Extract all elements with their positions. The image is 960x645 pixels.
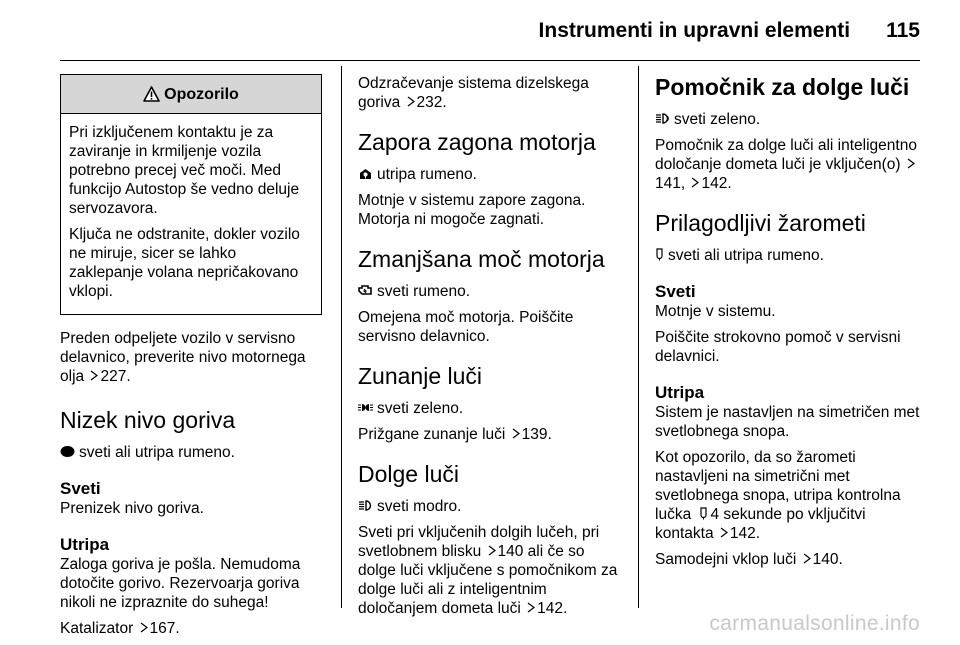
subheading: Utripa xyxy=(60,535,110,554)
section-heading: Zapora zagona motorja xyxy=(358,129,596,155)
page-header xyxy=(60,18,920,44)
page-reference-arrow-icon xyxy=(407,96,415,107)
paragraph: Pomočnik za dolge luči ali inteligentno določanje dometa luči je vključen(o) 141, 142. xyxy=(655,137,917,192)
warning-header xyxy=(61,75,321,114)
subheading: Utripa xyxy=(655,383,705,402)
paragraph: Sveti pri vključenih dolgih lučeh, pri svetlobnem blisku 140 ali če so dolge luči vključene s pomočnikom za dolge luči ali z inteligentnim določanjem dometa luči 142. xyxy=(358,524,618,617)
page-number: 115 xyxy=(886,19,920,42)
indicator-status: sveti ali utripa rumeno. xyxy=(60,443,322,462)
section-heading: Nizek nivo goriva xyxy=(60,407,236,433)
paragraph: Samodejni vklop luči 140. xyxy=(655,551,843,568)
header-rule xyxy=(60,60,920,61)
header-title: Instrumenti in upravni elementi xyxy=(538,19,851,42)
subheading: Sveti xyxy=(655,282,696,301)
page-reference[interactable]: 142. xyxy=(729,525,761,542)
indicator-status: sveti rumeno. xyxy=(358,282,626,301)
page-reference[interactable]: 167. xyxy=(149,620,180,637)
column-1 xyxy=(60,74,322,645)
paragraph: Prenizek nivo goriva. xyxy=(60,500,204,517)
subheading: Sveti xyxy=(60,479,101,498)
warning-text: Ključa ne odstranite, dokler vozilo ne miruje, sicer se lahko zaklepanje volana nepričakovano vklopi. xyxy=(69,226,300,300)
page-reference-arrow-icon xyxy=(691,177,699,188)
page-reference-arrow-icon xyxy=(527,602,535,613)
section-heading: Zunanje luči xyxy=(358,363,483,389)
page-reference[interactable]: 142. xyxy=(701,175,732,192)
page-reference[interactable]: 227. xyxy=(100,368,131,385)
fuel-drop-icon xyxy=(60,445,75,458)
paragraph: Sistem je nastavljen na simetričen met svetlobnega snopa. xyxy=(655,404,920,440)
indicator-status: sveti zeleno. xyxy=(358,399,626,418)
warning-body xyxy=(61,114,321,314)
section-heading: Pomočnik za dolge luči xyxy=(655,74,910,100)
warning-triangle-icon xyxy=(143,86,160,102)
indicator-status: utripa rumeno. xyxy=(358,165,626,184)
page-reference-arrow-icon xyxy=(512,428,520,439)
page-reference[interactable]: 141, xyxy=(655,175,686,192)
immobiliser-key-icon xyxy=(358,167,373,180)
page-reference-arrow-icon xyxy=(907,158,915,169)
section-heading: Prilagodljivi žarometi xyxy=(655,210,866,236)
engine-power-icon xyxy=(358,284,373,297)
paragraph: Katalizator 167. xyxy=(60,620,180,637)
column-3 xyxy=(655,74,925,576)
page-reference[interactable]: 142. xyxy=(537,600,568,617)
page-reference[interactable]: 140. xyxy=(812,551,843,568)
paragraph: Prižgane zunanje luči 139. xyxy=(358,426,552,443)
section-heading: Zmanjšana moč motorja xyxy=(358,246,605,272)
warning-box xyxy=(60,74,322,315)
section-heading: Dolge luči xyxy=(358,461,459,487)
page-reference[interactable]: 232. xyxy=(416,94,447,111)
indicator-status: sveti modro. xyxy=(358,497,626,516)
paragraph: Motnje v sistemu zapore zagona. Motorja ni mogoče zagnati. xyxy=(358,192,586,228)
column-divider xyxy=(638,66,639,608)
watermark: carmanualsonline.info xyxy=(709,612,920,635)
paragraph: Poiščite strokovno pomoč v servisni delavnici. xyxy=(655,329,901,365)
page-reference-arrow-icon xyxy=(488,545,496,556)
page-reference-arrow-icon xyxy=(720,527,728,538)
paragraph: Preden odpeljete vozilo v servisno delavnico, preverite nivo motornega olja 227. xyxy=(60,330,306,385)
adaptive-lights-icon xyxy=(699,507,708,520)
column-2 xyxy=(358,74,626,625)
column-divider xyxy=(341,66,342,608)
paragraph: Motnje v sistemu. xyxy=(655,303,776,320)
page-reference-arrow-icon xyxy=(140,622,148,633)
high-beam-assist-icon xyxy=(655,112,670,125)
exterior-lights-icon xyxy=(358,401,373,414)
paragraph: Zaloga goriva je pošla. Nemudoma dotočite gorivo. Rezervoarja goriva nikoli ne izpraznite do suhega! xyxy=(60,556,301,611)
page-reference[interactable]: 139. xyxy=(521,426,552,443)
paragraph: Omejena moč motorja. Poiščite servisno delavnico. xyxy=(358,309,574,345)
warning-text: Pri izključenem kontaktu je za zaviranje in krmiljenje vozila potrebno precej več moči. Med funkcijo Autostop še vedno deluje servozavora. xyxy=(69,124,300,217)
paragraph: Kot opozorilo, da so žarometi nastavljeni na simetrični met svetlobnega snopa, utripa kontrolna lučka 4 sekunde po vključitvi kontakta 142. xyxy=(655,449,901,542)
page-reference-arrow-icon xyxy=(803,553,811,564)
warning-title: Opozorilo xyxy=(164,85,239,103)
indicator-status: sveti ali utripa rumeno. xyxy=(655,246,925,265)
paragraph: Odzračevanje sistema dizelskega goriva 232. xyxy=(358,75,589,111)
adaptive-lights-icon xyxy=(655,248,664,261)
page-reference-arrow-icon xyxy=(90,370,98,381)
high-beam-icon xyxy=(358,499,373,512)
indicator-status: sveti zeleno. xyxy=(655,110,925,129)
